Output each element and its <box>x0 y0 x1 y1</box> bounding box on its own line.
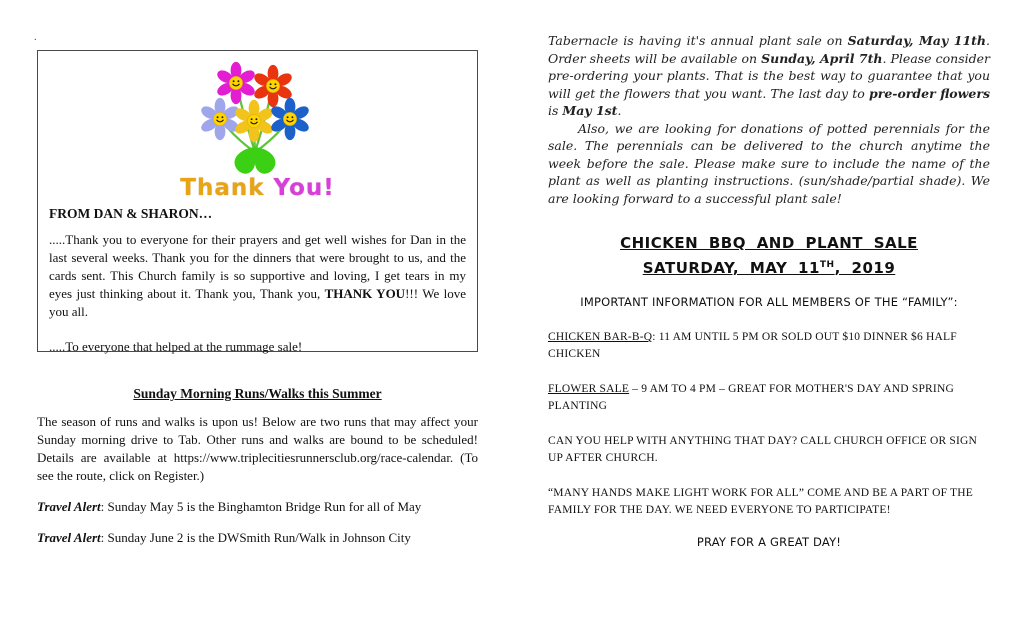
runs-walks-body: The season of runs and walks is upon us! Below are two runs that may affect your Sunday morning drive to Tab. Other runs and walks are bound to be scheduled! Details are available at https://www.triplecitiesrunnersclub.org/race-calendar. (To see the route, click on Register.) <box>37 414 478 483</box>
important-info-line: IMPORTANT INFORMATION FOR ALL MEMBERS OF THE “FAMILY”: <box>580 295 958 309</box>
travel-alert-text-2: : Sunday June 2 is the DWSmith Run/Walk in Johnson City <box>100 530 411 545</box>
plant-sale-paragraph-2: Also, we are looking for donations of potted perennials for the sale. The perennials can be delivered to the church anytime the week before the sale. Please make sure to include the name of the plant as well as planting instructions. (sun/shade/partial shade). We are looking forward to a successful plant sale! <box>548 120 990 206</box>
travel-alert-label-1: Travel Alert <box>37 499 101 514</box>
bbq-title-ordinal: TH <box>819 260 835 270</box>
rummage-sale-line: .....To everyone that helped at the rummage sale! <box>49 339 303 354</box>
travel-alert-text-1: : Sunday May 5 is the Binghamton Bridge Run for all of May <box>100 499 422 514</box>
flower-bouquet-icon <box>183 57 333 175</box>
script-bold-run: Saturday, May 11th <box>847 33 987 48</box>
thank-you-bold-run: THANK YOU <box>324 286 406 301</box>
chicken-bbq-label: CHICKEN BAR-B-Q <box>548 331 653 343</box>
script-run: . <box>617 103 622 118</box>
chicken-bbq-details: : 11 AM UNTIL 5 PM OR SOLD OUT $10 DINNER $6 HALF CHICKEN <box>548 331 957 360</box>
thank-you-text-run-2: !!! We love you all. <box>49 286 467 319</box>
thank-you-text-run: .....Thank you to everyone for their prayers and get well wishes for Dan in the last several weeks. Thank you for the dinners that were brought to us, and the cards sent. This Church family is so supportive and loving, I get tears in my eyes just thinking about it. Thank you, Thank you, <box>49 232 466 301</box>
flower-sale-paragraph <box>548 381 990 415</box>
travel-alert-may <box>37 498 478 516</box>
runs-walks-heading: Sunday Morning Runs/Walks this Summer <box>133 386 382 401</box>
plant-sale-script-block <box>548 32 990 207</box>
thank-you-paragraph <box>49 231 466 321</box>
runs-walks-section <box>37 386 478 547</box>
right-column <box>548 32 990 549</box>
script-run: is <box>548 103 563 118</box>
thank-you-box <box>37 50 478 352</box>
travel-alert-june <box>37 529 478 547</box>
thank-word: Thank <box>180 175 265 201</box>
bbq-title-date: SATURDAY, MAY 11 <box>642 259 820 277</box>
travel-alert-label-2: Travel Alert <box>37 530 101 545</box>
flower-sale-details: – 9 AM TO 4 PM – GREAT FOR MOTHER'S DAY AND SPRING PLANTING <box>548 383 954 412</box>
script-run: . Please consider pre-ordering your plants. That is the best way to guarantee that you will get the flowers that you want. The last day to <box>548 50 990 101</box>
script-bold-run: Sunday, April 7th <box>761 50 883 66</box>
bbq-title-year: , 2019 <box>834 259 896 277</box>
script-run: Tabernacle is having it's annual plant sale on <box>548 33 848 48</box>
you-word: You! <box>273 175 335 201</box>
script-bold-run: May 1st <box>562 103 618 118</box>
flower-sale-label: FLOWER SALE <box>548 383 630 395</box>
many-hands-paragraph: “MANY HANDS MAKE LIGHT WORK FOR ALL” COME AND BE A PART OF THE FAMILY FOR THE DAY. WE NEED EVERYONE TO PARTICIPATE! <box>548 487 973 516</box>
bbq-title-line1: CHICKEN BBQ AND PLANT SALE <box>620 234 918 252</box>
bbq-title-line2 <box>643 259 896 277</box>
script-run: . Order sheets will be available on <box>548 33 990 66</box>
bbq-plant-sale-title <box>548 232 990 279</box>
pray-line: PRAY FOR A GREAT DAY! <box>696 535 842 549</box>
thank-you-caption <box>178 175 338 201</box>
thank-you-flowers-image <box>178 57 338 201</box>
plant-sale-paragraph-1 <box>548 32 990 120</box>
stray-period: . <box>34 31 37 43</box>
help-request-paragraph: CAN YOU HELP WITH ANYTHING THAT DAY? CALL CHURCH OFFICE OR SIGN UP AFTER CHURCH. <box>548 435 978 464</box>
script-bold-run: pre-order flowers <box>869 85 990 101</box>
chicken-bbq-paragraph <box>548 329 990 363</box>
from-dan-sharon-heading: FROM DAN & SHARON… <box>49 206 213 221</box>
